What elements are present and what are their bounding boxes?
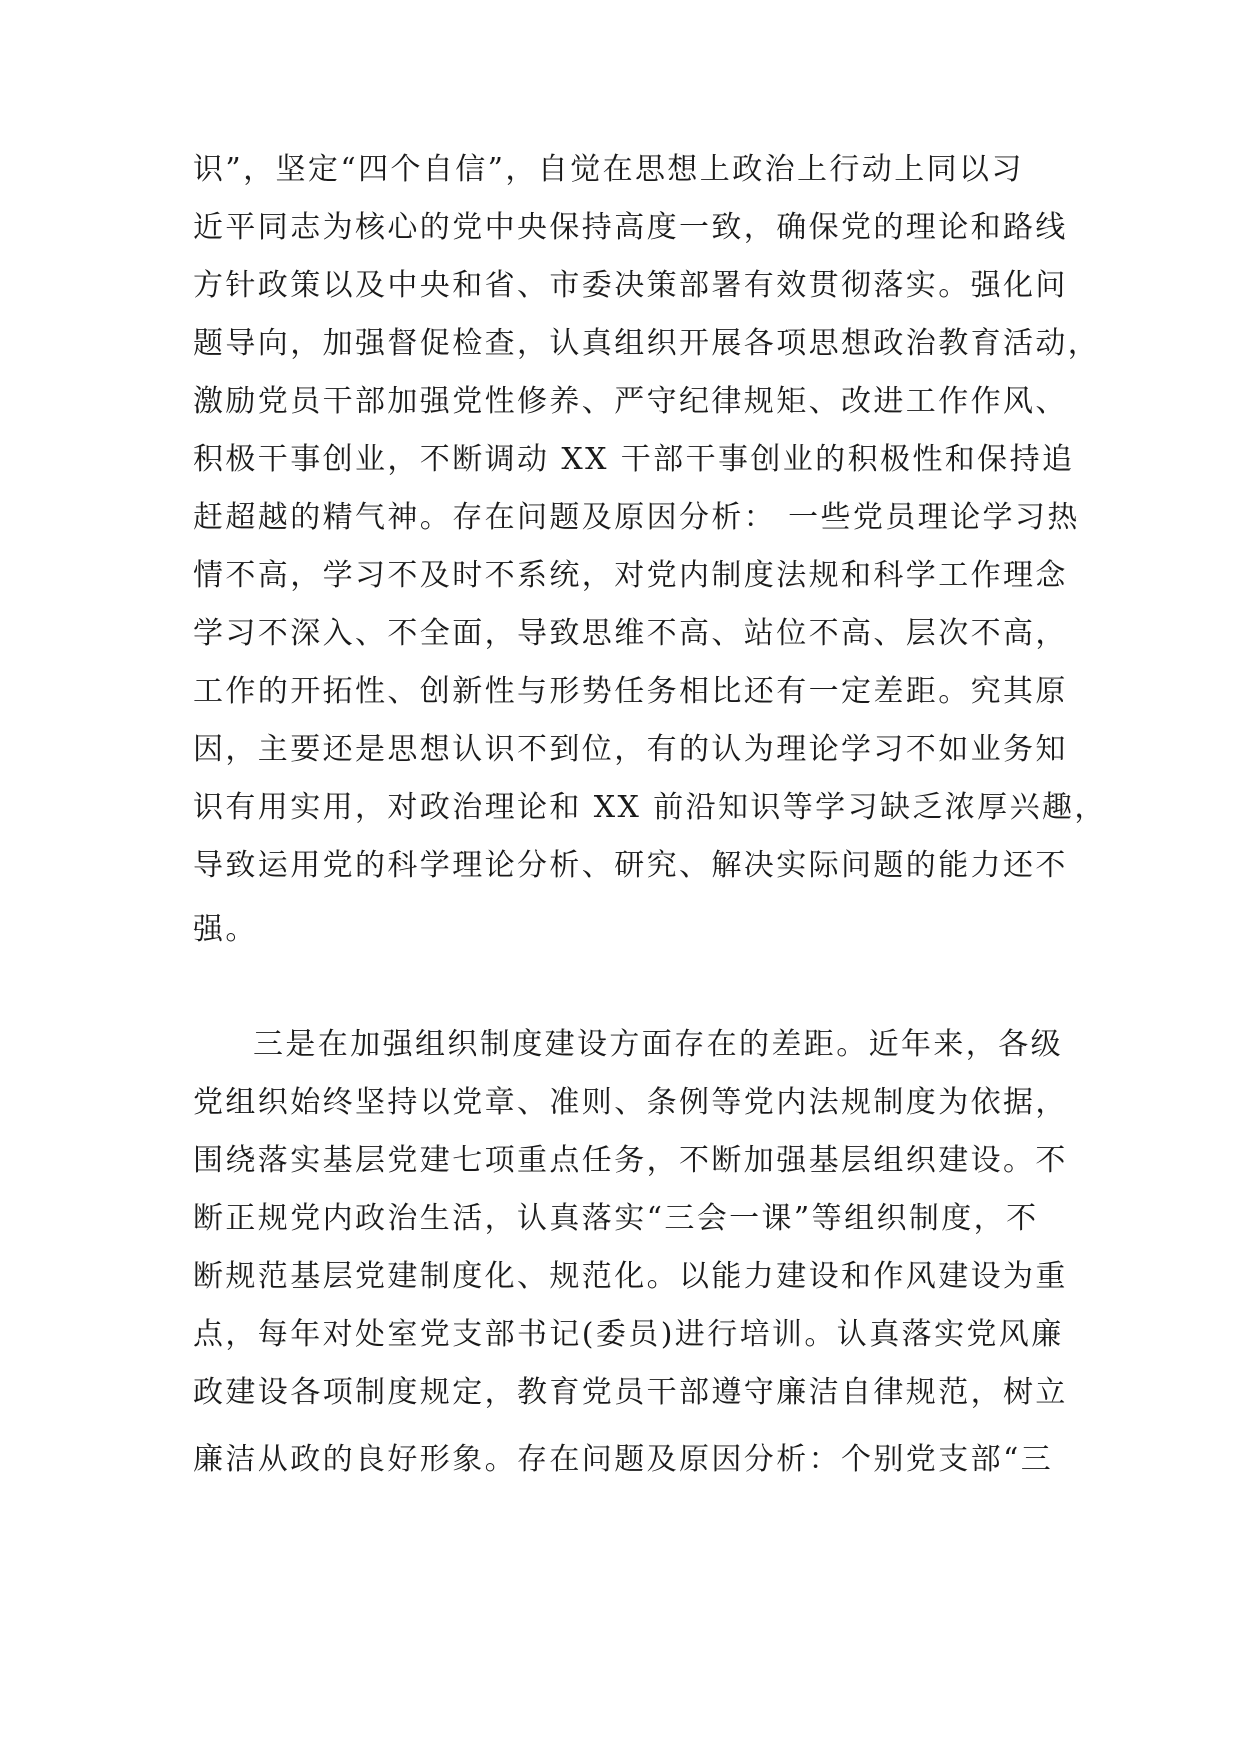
paragraph-1-line-7: 赶超越的精气神。存在问题及原因分析： 一些党员理论学习热 bbox=[193, 500, 1080, 535]
paragraph-1-line-11: 因，主要还是思想认识不到位，有的认为理论学习不如业务知 bbox=[193, 732, 1068, 767]
paragraph-2-line-6: 点，每年对处室党支部书记(委员)进行培训。认真落实党风廉 bbox=[193, 1317, 1064, 1352]
paragraph-1-line-3: 方针政策以及中央和省、市委决策部署有效贯彻落实。强化问 bbox=[193, 268, 1068, 303]
paragraph-1-line-12: 识有用实用，对政治理论和 XX 前沿知识等学习缺乏浓厚兴趣， bbox=[193, 790, 1107, 825]
paragraph-1-line-8: 情不高，学习不及时不系统，对党内制度法规和科学工作理念 bbox=[193, 558, 1068, 593]
paragraph-1-line-9: 学习不深入、不全面，导致思维不高、站位不高、层次不高， bbox=[193, 616, 1068, 651]
paragraph-1-line-5: 激励党员干部加强党性修养、严守纪律规矩、改进工作作风、 bbox=[193, 384, 1068, 419]
paragraph-1-line-6: 积极干事创业，不断调动 XX 干部干事创业的积极性和保持追 bbox=[193, 442, 1075, 477]
paragraph-1-line-1: 识”，坚定“四个自信”，自觉在思想上政治上行动上同以习 bbox=[193, 152, 1024, 187]
paragraph-2-line-5: 断规范基层党建制度化、规范化。以能力建设和作风建设为重 bbox=[193, 1259, 1068, 1294]
paragraph-1-line-2: 近平同志为核心的党中央保持高度一致，确保党的理论和路线 bbox=[193, 210, 1068, 245]
paragraph-1-line-14: 强。 bbox=[193, 912, 258, 947]
paragraph-2-line-1: 三是在加强组织制度建设方面存在的差距。近年来，各级 bbox=[253, 1027, 1063, 1062]
paragraph-1-line-4: 题导向，加强督促检查，认真组织开展各项思想政治教育活动， bbox=[193, 326, 1101, 361]
paragraph-1-line-10: 工作的开拓性、创新性与形势任务相比还有一定差距。究其原 bbox=[193, 674, 1068, 709]
paragraph-2-line-2: 党组织始终坚持以党章、准则、条例等党内法规制度为依据， bbox=[193, 1085, 1068, 1120]
paragraph-2-line-4: 断正规党内政治生活，认真落实“三会一课”等组织制度，不 bbox=[193, 1201, 1039, 1236]
paragraph-2-line-3: 围绕落实基层党建七项重点任务，不断加强基层组织建设。不 bbox=[193, 1143, 1068, 1178]
paragraph-2-line-7: 政建设各项制度规定，教育党员干部遵守廉洁自律规范，树立 bbox=[193, 1375, 1068, 1410]
paragraph-2-line-8: 廉洁从政的良好形象。存在问题及原因分析：个别党支部“三 bbox=[193, 1442, 1054, 1477]
paragraph-1-line-13: 导致运用党的科学理论分析、研究、解决实际问题的能力还不 bbox=[193, 848, 1068, 883]
